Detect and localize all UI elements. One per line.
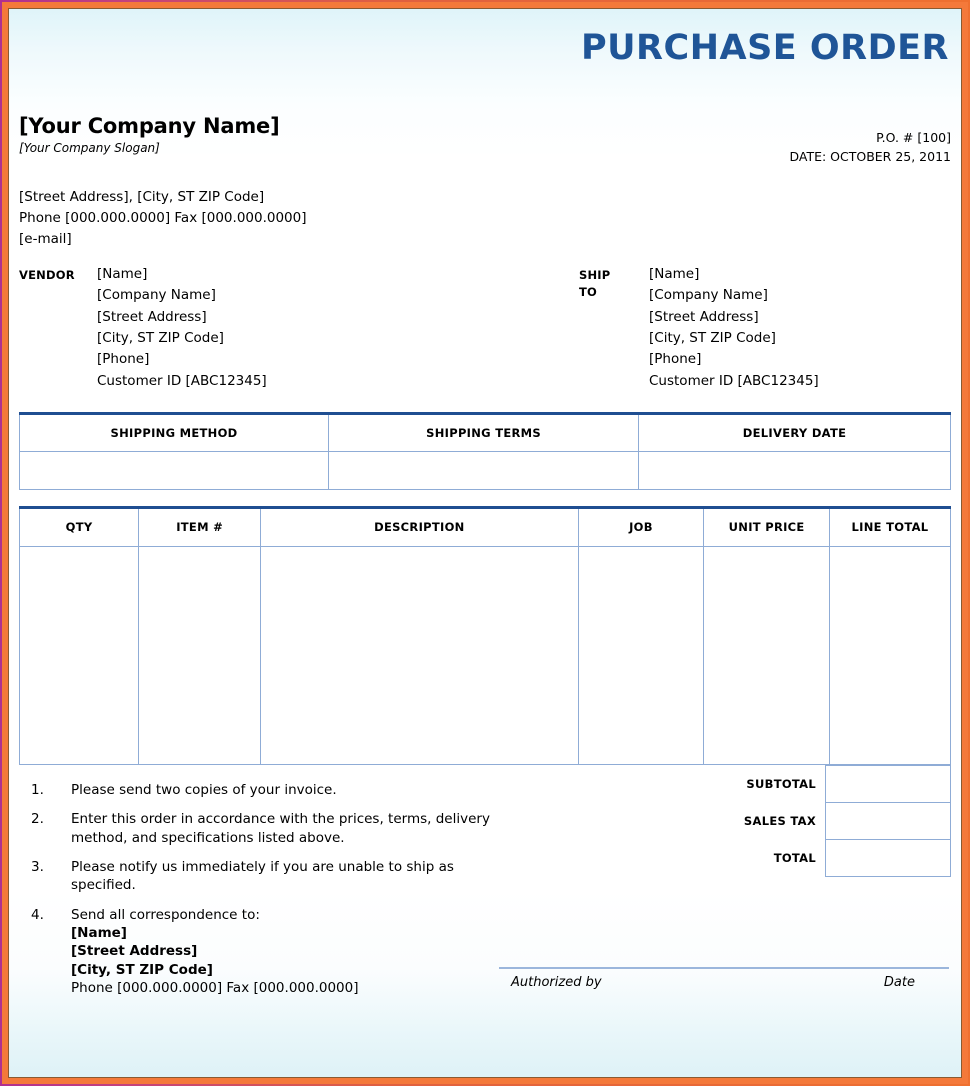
note-item-1 xyxy=(31,781,499,799)
frame-orange-band xyxy=(2,2,968,1084)
shipping-table-wrap xyxy=(19,412,951,490)
items-header-line-total: LINE TOTAL xyxy=(829,507,950,546)
items-qty-cell[interactable] xyxy=(20,546,139,764)
note-2-text: Enter this order in accordance with the prices, terms, delivery method, and specifications listed above. xyxy=(71,811,490,846)
vendor-phone: [Phone] xyxy=(97,351,150,368)
ship-to-company: [Company Name] xyxy=(649,287,768,304)
sales-tax-label: SALES TAX xyxy=(743,813,816,828)
items-line-total-cell[interactable] xyxy=(829,546,950,764)
note-1-text: Please send two copies of your invoice. xyxy=(71,781,337,798)
note-item-2 xyxy=(31,810,499,847)
ship-to-label-line2: TO xyxy=(579,284,598,299)
notes-list xyxy=(19,765,499,1009)
vendor-lines xyxy=(97,264,267,392)
items-unit-price-cell[interactable] xyxy=(704,546,830,764)
note-4-text-block xyxy=(71,906,499,998)
items-header-item-number: ITEM # xyxy=(139,507,261,546)
shipping-header-row xyxy=(20,413,951,451)
total-label: TOTAL xyxy=(773,850,816,865)
items-header-unit-price: UNIT PRICE xyxy=(704,507,830,546)
items-header-qty: QTY xyxy=(20,507,139,546)
ship-to-label xyxy=(579,264,649,300)
vendor-block xyxy=(19,264,579,392)
company-block xyxy=(19,114,279,155)
items-item-number-cell[interactable] xyxy=(139,546,261,764)
company-address: [Street Address], [City, ST ZIP Code] xyxy=(19,188,265,205)
ship-to-lines xyxy=(649,264,819,392)
ship-to-street: [Street Address] xyxy=(649,308,759,325)
vendor-company: [Company Name] xyxy=(97,287,216,304)
note-4-street: [Street Address] xyxy=(71,943,198,960)
items-description-cell[interactable] xyxy=(261,546,578,764)
items-table-wrap xyxy=(19,506,951,765)
purchase-order-sheet xyxy=(9,9,961,1077)
signature-labels xyxy=(499,969,951,990)
note-3-text: Please notify us immediately if you are unable to ship as specified. xyxy=(71,858,454,894)
company-contact-block xyxy=(19,187,951,250)
subtotal-label: SUBTOTAL xyxy=(746,776,816,791)
vendor-city: [City, ST ZIP Code] xyxy=(97,329,224,346)
po-date: DATE: OCTOBER 25, 2011 xyxy=(789,149,951,165)
items-body-row xyxy=(20,546,951,764)
note-item-4 xyxy=(31,906,499,998)
note-3-number: 3. xyxy=(31,858,44,875)
parties-row xyxy=(19,264,951,392)
shipping-header-method: SHIPPING METHOD xyxy=(20,413,329,451)
shipping-header-delivery-date: DELIVERY DATE xyxy=(639,413,951,451)
company-phone-fax: Phone [000.000.0000] Fax [000.000.0000] xyxy=(19,209,307,226)
vendor-label: VENDOR xyxy=(19,267,75,282)
items-table xyxy=(19,506,951,765)
lower-section xyxy=(19,765,951,1009)
note-4-phone-fax: Phone [000.000.0000] Fax [000.000.0000] xyxy=(71,980,359,997)
note-4-city: [City, ST ZIP Code] xyxy=(71,961,213,978)
signature-area xyxy=(499,967,951,990)
company-slogan: [Your Company Slogan] xyxy=(19,141,160,156)
ship-to-name: [Name] xyxy=(649,265,700,282)
note-2-number: 2. xyxy=(31,811,44,828)
subtotal-value[interactable] xyxy=(826,765,951,802)
identity-row xyxy=(19,114,951,167)
shipping-delivery-date-cell[interactable] xyxy=(639,451,951,489)
po-meta-block xyxy=(789,114,951,167)
note-1-number: 1. xyxy=(31,781,44,798)
ship-to-label-line1: SHIP xyxy=(579,267,611,282)
vendor-name: [Name] xyxy=(97,265,148,282)
shipping-value-row xyxy=(20,451,951,489)
items-job-cell[interactable] xyxy=(578,546,704,764)
frame-inner-line xyxy=(8,8,962,1078)
note-4-name: [Name] xyxy=(71,925,127,942)
signature-date-label: Date xyxy=(883,975,915,991)
totals-table xyxy=(499,765,951,877)
shipping-method-cell[interactable] xyxy=(20,451,329,489)
vendor-street: [Street Address] xyxy=(97,308,207,325)
note-4-number: 4. xyxy=(31,906,44,923)
company-name: [Your Company Name] xyxy=(19,114,280,138)
ship-to-block xyxy=(579,264,951,392)
ship-to-customer-id: Customer ID [ABC12345] xyxy=(649,372,819,389)
note-4-text: Send all correspondence to: xyxy=(71,906,260,923)
vendor-customer-id: Customer ID [ABC12345] xyxy=(97,372,267,389)
shipping-table xyxy=(19,412,951,490)
ship-to-city: [City, ST ZIP Code] xyxy=(649,329,776,346)
items-header-job: JOB xyxy=(578,507,704,546)
ship-to-phone: [Phone] xyxy=(649,351,702,368)
totals-area xyxy=(499,765,951,1009)
totals-row-total xyxy=(499,839,951,876)
sales-tax-value[interactable] xyxy=(826,802,951,839)
note-item-3 xyxy=(31,858,499,895)
items-header-description: DESCRIPTION xyxy=(261,507,578,546)
shipping-header-terms: SHIPPING TERMS xyxy=(329,413,639,451)
authorized-by-label: Authorized by xyxy=(511,975,602,991)
total-value[interactable] xyxy=(826,839,951,876)
shipping-terms-cell[interactable] xyxy=(329,451,639,489)
items-header-row xyxy=(20,507,951,546)
totals-row-subtotal xyxy=(499,765,951,802)
po-number: P.O. # [100] xyxy=(876,130,951,145)
company-email: [e-mail] xyxy=(19,230,72,247)
page-title: PURCHASE ORDER xyxy=(580,28,949,68)
totals-row-sales-tax xyxy=(499,802,951,839)
